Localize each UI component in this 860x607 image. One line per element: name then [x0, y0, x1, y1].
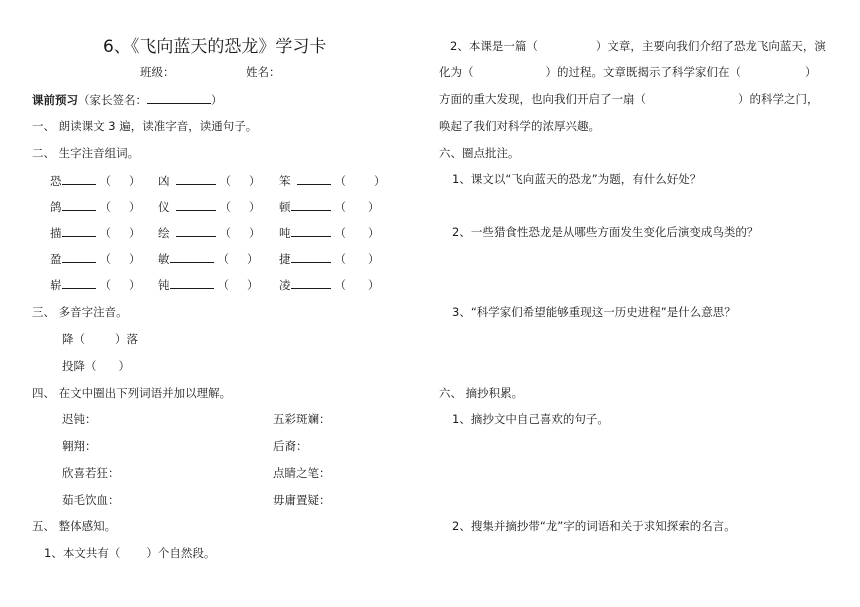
char-entry: 笨 （ ）	[279, 174, 386, 188]
vocab-term: 欣喜若狂：	[62, 466, 120, 480]
char-entry: 凶 （ ）	[158, 174, 261, 188]
vocab-term: 五彩斑斓：	[273, 412, 331, 426]
question-7-1: 1、摘抄文中自己喜欢的句子。	[452, 412, 609, 426]
char-entry: 描 （ ）	[50, 226, 141, 240]
char-entry: 顿 （ ）	[279, 200, 380, 214]
question-7-2: 2、搜集并摘抄带“龙”字的词语和关于求知探索的名言。	[452, 519, 736, 533]
polyphone-2: 投降（ ）	[62, 359, 130, 373]
parent-sign-blank[interactable]	[147, 91, 211, 104]
class-label: 班级：	[140, 65, 175, 79]
word-blank[interactable]	[291, 276, 331, 289]
parent-sign-close: ）	[211, 93, 223, 107]
word-blank[interactable]	[176, 172, 216, 185]
word-blank[interactable]	[297, 172, 331, 185]
section-4: 四、 在文中圈出下列词语并加以理解。	[32, 386, 232, 400]
char-entry: 敏 （ ）	[158, 252, 259, 266]
section-6: 六、圈点批注。	[439, 146, 520, 160]
polyphone-1: 降（ ）落	[62, 332, 138, 346]
question-5-1: 1、本文共有（ ）个自然段。	[44, 546, 216, 560]
char-entry: 恐 （ ）	[50, 174, 141, 188]
section-1: 一、 朗读课文 3 遍，读准字音，读通句子。	[32, 119, 258, 133]
section-2: 二、 生字注音组词。	[32, 146, 140, 160]
vocab-term: 茹毛饮血：	[62, 493, 120, 507]
section-5: 五、 整体感知。	[32, 519, 117, 533]
question-6-1: 1、课文以“飞向蓝天的恐龙”为题，有什么好处？	[452, 172, 702, 186]
question-6-3: 3、“科学家们希望能够重现这一历史进程”是什么意思？	[452, 305, 736, 319]
preview-line	[32, 91, 223, 108]
char-entry: 盈 （ ）	[50, 252, 141, 266]
word-blank[interactable]	[62, 172, 96, 185]
char-entry: 仪 （ ）	[158, 200, 261, 214]
char-entry: 崭 （ ）	[50, 278, 141, 292]
parent-sign-label: （家长签名：	[78, 93, 147, 107]
vocab-term: 点睛之笔：	[273, 466, 331, 480]
char-entry: 凌 （ ）	[279, 278, 380, 292]
question-2-line-3: 方面的重大发现，也向我们开启了一扇（ ）的科学之门，	[439, 92, 819, 106]
vocab-term: 毋庸置疑：	[273, 493, 331, 507]
word-blank[interactable]	[62, 250, 96, 263]
vocab-term: 翱翔：	[62, 439, 97, 453]
vocab-term: 后裔：	[273, 439, 308, 453]
char-entry: 钝 （ ）	[158, 278, 259, 292]
question-6-2: 2、一些猎食性恐龙是从哪些方面发生变化后演变成鸟类的？	[452, 225, 759, 239]
word-blank[interactable]	[176, 198, 216, 211]
char-entry: 鸽 （ ）	[50, 200, 141, 214]
word-blank[interactable]	[291, 198, 331, 211]
word-blank[interactable]	[176, 224, 216, 237]
question-2-line-4: 唤起了我们对科学的浓厚兴趣。	[439, 119, 600, 133]
word-blank[interactable]	[291, 224, 331, 237]
char-entry: 吨 （ ）	[279, 226, 380, 240]
section-7: 六、 摘抄积累。	[439, 386, 524, 400]
question-2-line-1: 2、本课是一篇（ ）文章，主要向我们介绍了恐龙飞向蓝天，演	[450, 39, 826, 53]
word-blank[interactable]	[170, 250, 214, 263]
word-blank[interactable]	[291, 250, 331, 263]
word-blank[interactable]	[62, 224, 96, 237]
preview-heading: 课前预习	[32, 93, 78, 107]
char-entry: 捷 （ ）	[279, 252, 380, 266]
char-entry: 绘 （ ）	[158, 226, 261, 240]
question-2-line-2: 化为（ ）的过程。文章既揭示了科学家们在（ ）	[439, 65, 817, 79]
page-title: 6、《飞向蓝天的恐龙》学习卡	[103, 37, 327, 57]
word-blank[interactable]	[170, 276, 214, 289]
name-label: 姓名：	[246, 65, 281, 79]
vocab-term: 迟钝：	[62, 412, 97, 426]
section-3: 三、 多音字注音。	[32, 305, 128, 319]
word-blank[interactable]	[62, 276, 96, 289]
word-blank[interactable]	[62, 198, 96, 211]
